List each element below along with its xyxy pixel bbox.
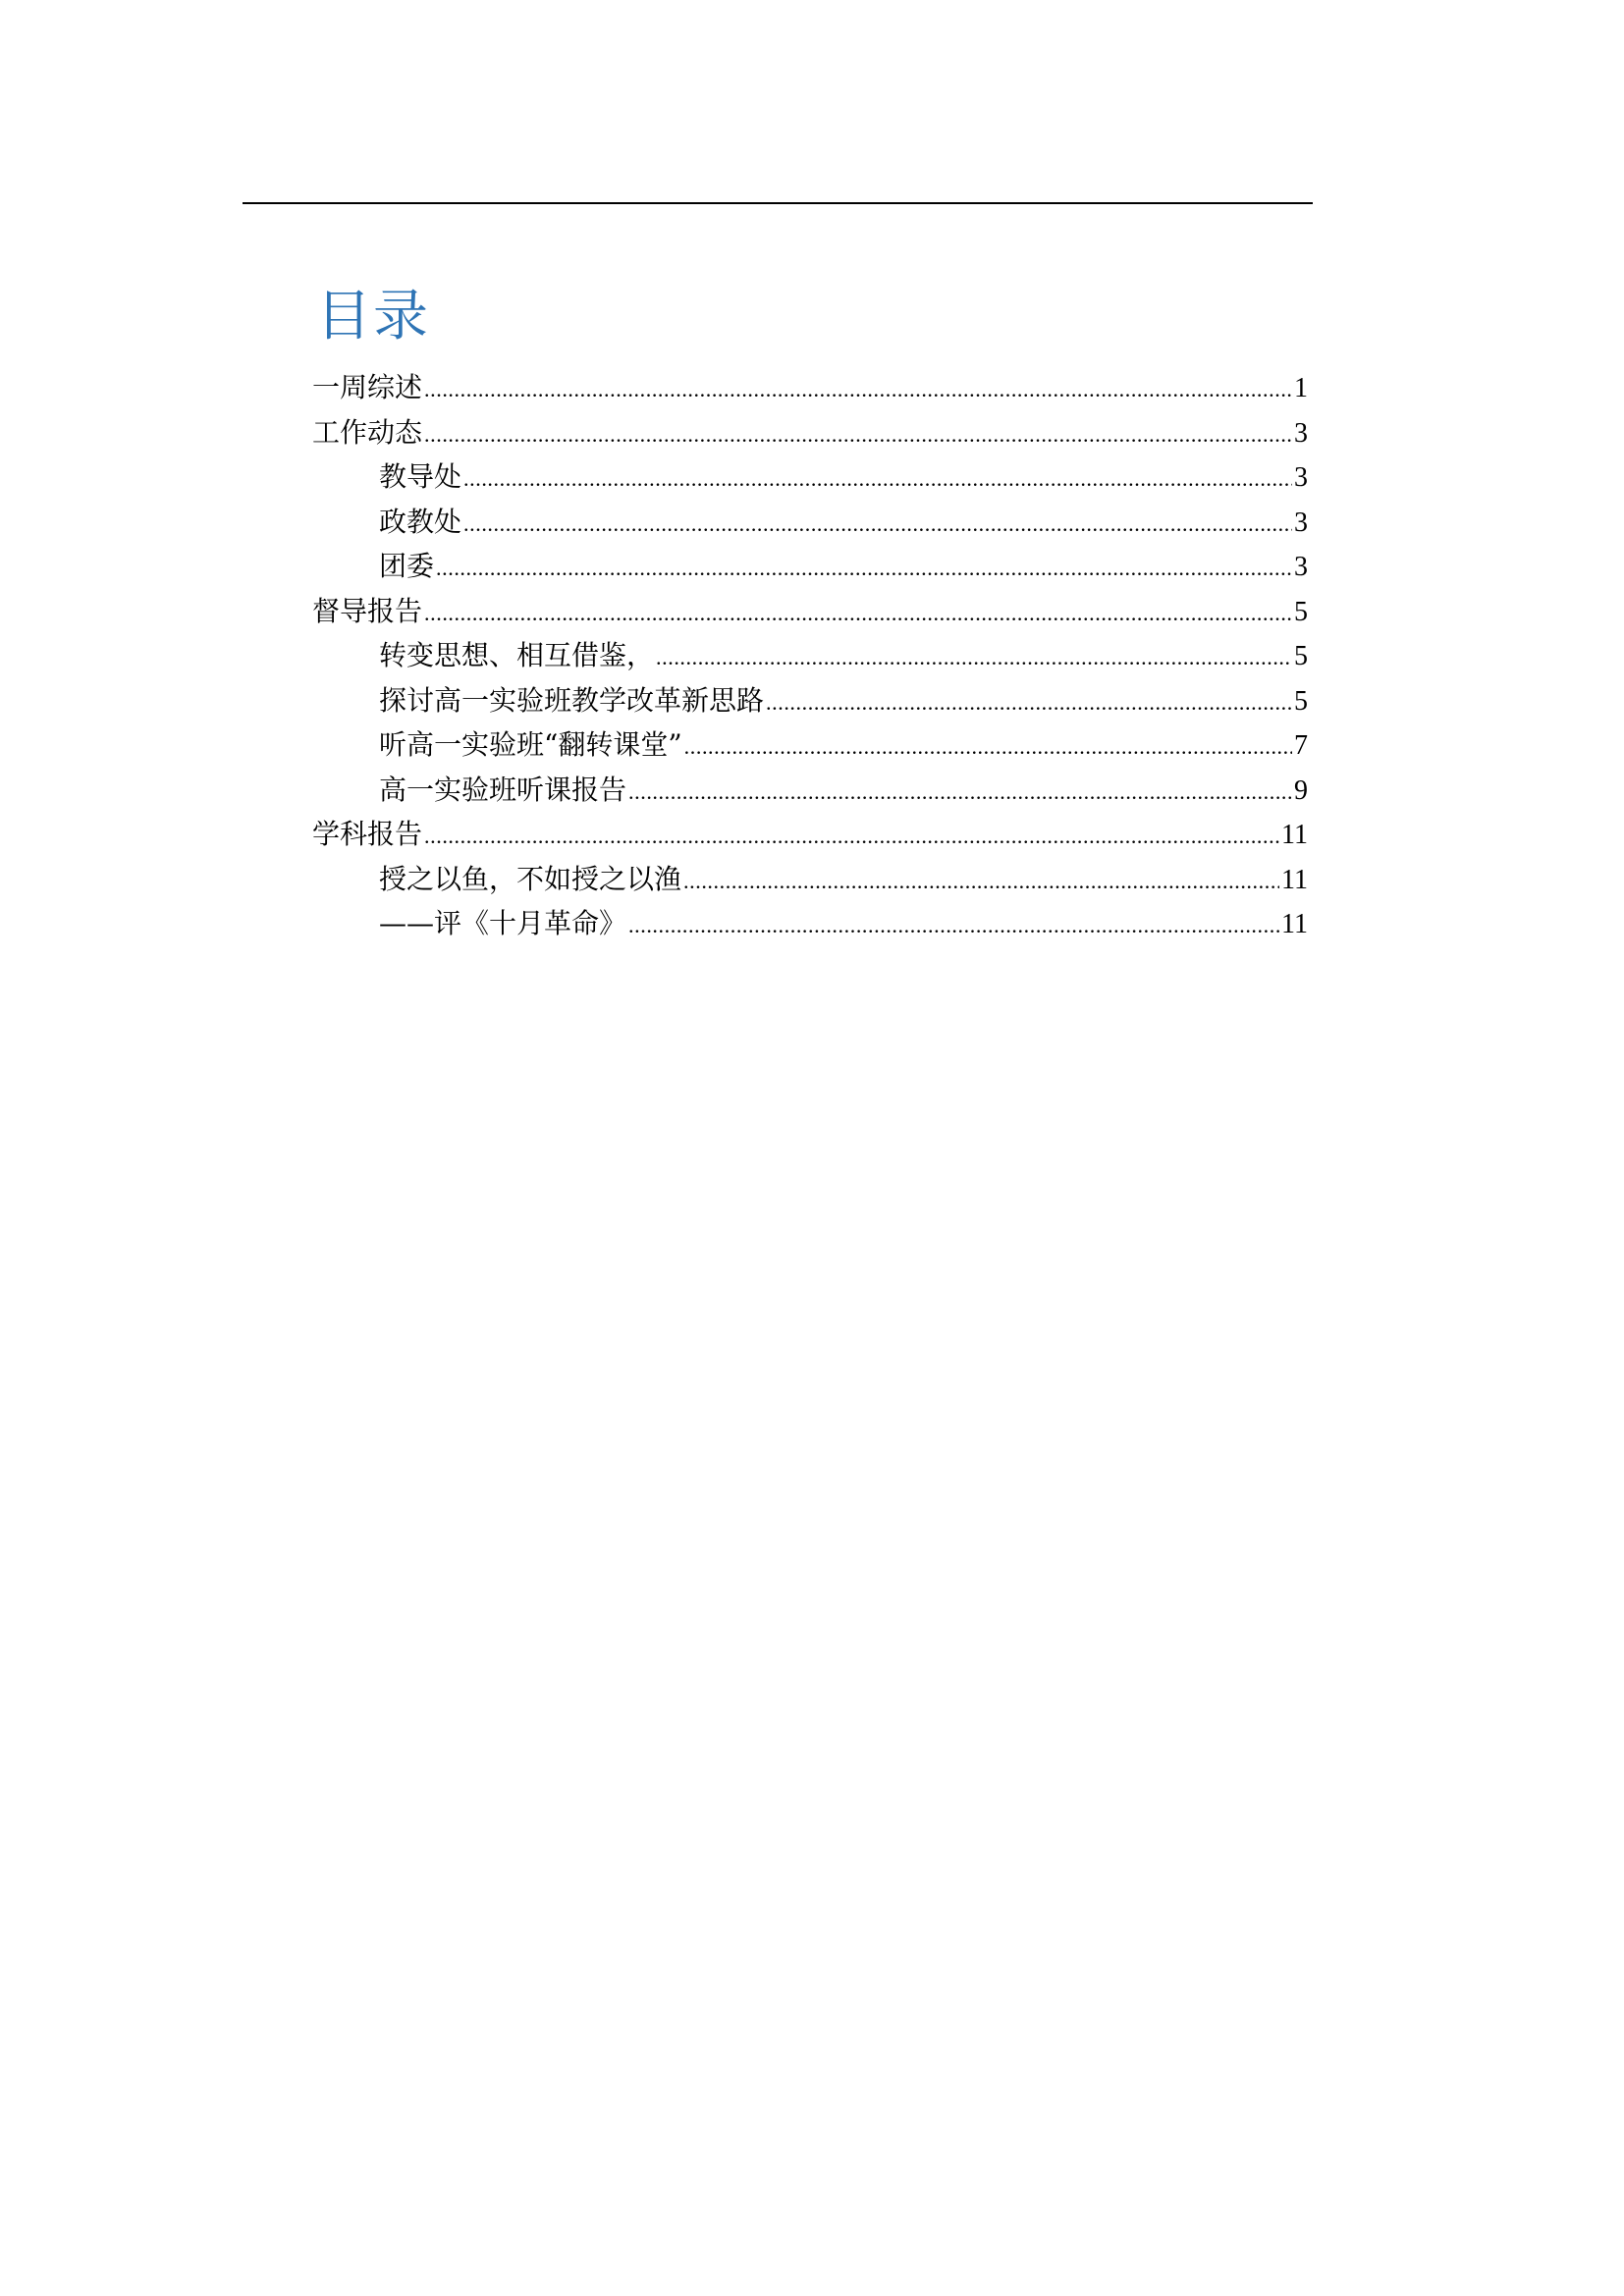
dot-leader <box>424 591 1292 636</box>
toc-entry-teaching-reform[interactable] <box>312 678 1308 723</box>
toc-entry-lesson-observation[interactable] <box>312 768 1308 813</box>
dot-leader <box>656 635 1292 680</box>
toc-entry-text: 学科报告 <box>312 818 423 850</box>
dot-leader <box>683 859 1279 904</box>
dot-leader <box>424 814 1279 859</box>
toc-title: 目录 <box>316 285 430 348</box>
toc-entry-text: 一周综述 <box>312 371 423 403</box>
toc-page-number: 5 <box>1294 685 1308 717</box>
toc-entry-teach-to-fish[interactable] <box>312 857 1308 902</box>
dot-leader <box>436 546 1292 591</box>
toc-entry-text: 高一实验班听课报告 <box>379 773 627 806</box>
toc-entry-text: 政教处 <box>379 505 462 538</box>
toc-page-number: 11 <box>1281 864 1308 895</box>
dot-leader <box>766 680 1292 725</box>
dot-leader <box>463 502 1292 547</box>
dot-leader <box>628 903 1279 948</box>
toc-entry-flipped-classroom[interactable] <box>312 722 1308 768</box>
dot-leader <box>463 456 1292 502</box>
toc-entry-subject-report[interactable] <box>312 812 1308 857</box>
toc-page-number: 3 <box>1294 417 1308 449</box>
dot-leader <box>628 770 1292 815</box>
toc-page-number: 5 <box>1294 596 1308 627</box>
toc-entry-political-education[interactable] <box>312 500 1308 545</box>
toc-entry-youth-league[interactable] <box>312 544 1308 589</box>
dot-leader <box>684 724 1292 770</box>
toc-entry-supervision-report[interactable] <box>312 589 1308 634</box>
toc-entry-text: ——评《十月革命》 <box>379 907 627 939</box>
toc-entry-text: 团委 <box>379 550 435 582</box>
toc-entry-weekly-summary[interactable] <box>312 365 1308 410</box>
toc-page-number: 1 <box>1294 373 1308 403</box>
toc-entry-text: 听高一实验班“翻转课堂” <box>379 728 682 761</box>
toc-entry-text: 教导处 <box>379 460 462 493</box>
toc-list <box>312 365 1308 946</box>
dot-leader <box>424 367 1292 412</box>
toc-page-number: 7 <box>1294 730 1308 761</box>
toc-page-number: 3 <box>1294 552 1308 582</box>
toc-entry-work-updates[interactable] <box>312 410 1308 455</box>
toc-page-number: 3 <box>1294 462 1308 493</box>
toc-entry-text: 探讨高一实验班教学改革新思路 <box>379 683 765 717</box>
toc-entry-text: 授之以鱼，不如授之以渔 <box>379 862 682 895</box>
toc-page-number: 9 <box>1294 774 1308 806</box>
dot-leader <box>424 412 1292 457</box>
toc-entry-october-revolution-review[interactable] <box>312 901 1308 946</box>
toc-entry-text: 转变思想、相互借鉴， <box>379 639 655 671</box>
toc-entry-change-thinking[interactable] <box>312 633 1308 678</box>
toc-page-number: 11 <box>1281 820 1308 850</box>
toc-page-number: 11 <box>1281 909 1308 939</box>
toc-entry-text: 督导报告 <box>312 594 423 627</box>
toc-entry-academic-affairs[interactable] <box>312 454 1308 500</box>
toc-page-number: 3 <box>1294 507 1308 538</box>
toc-page-number: 5 <box>1294 641 1308 671</box>
header-rule <box>243 202 1313 204</box>
toc-entry-text: 工作动态 <box>312 415 423 449</box>
